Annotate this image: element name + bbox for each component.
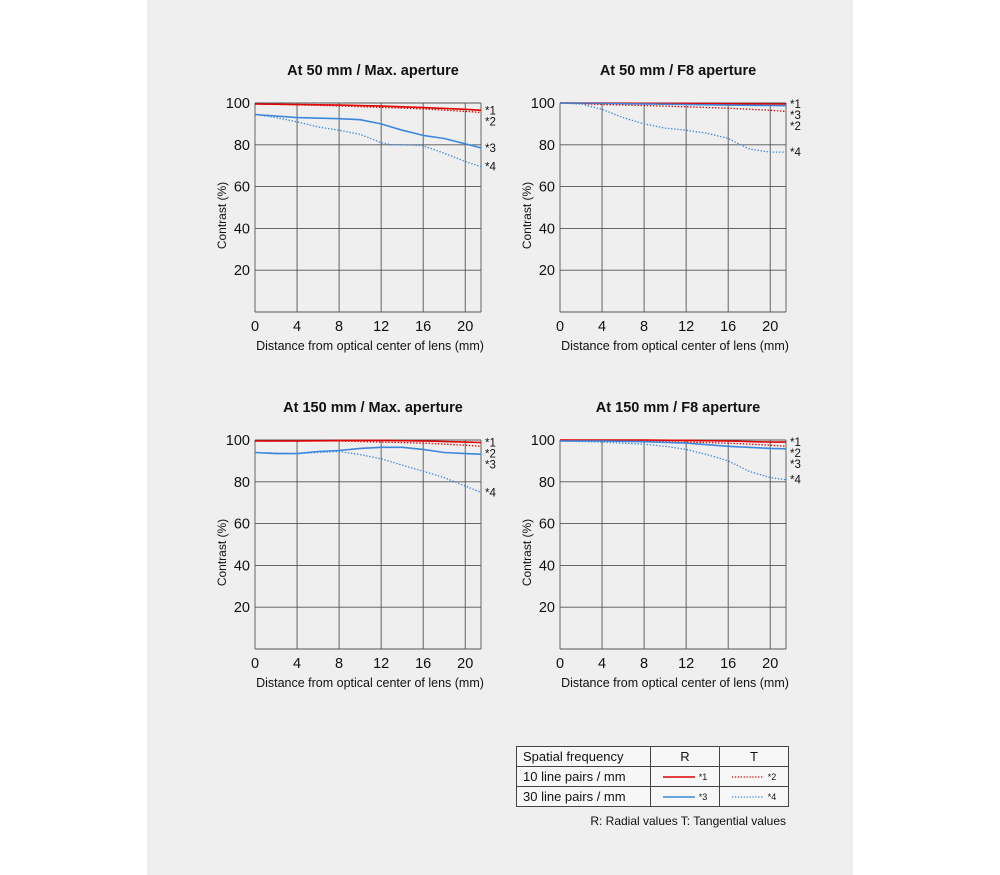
x-tick-label: 16 [720,656,737,672]
legend-header-label: Spatial frequency [517,747,651,767]
legend-marker: *4 [767,791,777,802]
legend-marker: *2 [767,771,777,782]
x-tick-label: 16 [415,656,432,672]
y-tick-label: 100 [530,433,555,449]
y-tick-label: 80 [233,474,250,491]
series-end-label: *4 [790,474,801,487]
legend-row-label: 10 line pairs / mm [517,767,651,787]
x-tick-label: 16 [720,319,737,335]
x-axis-label: Distance from optical center of lens (mm) [561,339,789,353]
x-tick-label: 12 [678,656,695,672]
mtf-chart-1 [205,55,525,365]
y-tick-label: 40 [538,558,555,575]
y-tick-label: 60 [538,179,555,196]
series-line-star1 [255,104,481,110]
y-tick-label: 80 [233,137,250,154]
series-end-label: *1 [790,437,801,450]
y-axis-label: Contrast (%) [520,181,534,250]
series-end-label: *3 [485,459,496,472]
x-tick-label: 16 [415,319,432,335]
y-tick-label: 80 [538,137,555,154]
x-tick-label: 12 [678,319,695,335]
mtf-chart-2 [510,55,830,365]
series-end-label: *4 [485,161,496,174]
legend-line-dotted-red [732,774,764,780]
y-tick-label: 40 [233,558,250,575]
y-axis-label: Contrast (%) [215,181,229,250]
chart-title: At 50 mm / F8 aperture [599,63,757,79]
mtf-chart-4 [510,392,830,702]
legend-t-swatch [720,767,789,787]
x-tick-label: 12 [373,319,390,335]
series-line-star3 [255,447,481,454]
x-tick-label: 4 [598,656,607,672]
series-line-star3 [255,115,481,148]
x-tick-label: 8 [335,656,344,672]
series-end-label: *2 [485,116,496,129]
series-end-label: *2 [790,448,801,461]
legend-r-swatch [651,787,720,807]
series-end-label: *1 [485,105,496,118]
x-tick-label: 8 [640,656,649,672]
series-end-label: *1 [485,437,496,450]
y-tick-label: 20 [233,600,250,617]
legend-t-swatch [720,787,789,807]
x-tick-label: 4 [293,319,302,335]
y-tick-label: 20 [538,263,555,280]
legend-row-10lp [517,767,789,787]
x-tick-label: 8 [335,319,344,335]
x-tick-label: 4 [293,656,302,672]
y-tick-label: 60 [538,516,555,533]
legend-marker: *1 [698,771,708,782]
x-axis-label: Distance from optical center of lens (mm) [256,339,484,353]
series-line-star4 [255,452,481,493]
y-axis-label: Contrast (%) [215,518,229,587]
series-line-star4 [255,115,481,167]
x-axis-label: Distance from optical center of lens (mm) [561,676,789,690]
series-end-label: *3 [485,142,496,155]
y-tick-label: 40 [233,221,250,238]
legend-row-30lp [517,787,789,807]
series-end-label: *4 [485,487,496,500]
legend-line-solid-blue [663,794,695,800]
series-end-label: *3 [790,459,801,472]
y-tick-label: 60 [233,179,250,196]
chart-title: At 50 mm / Max. aperture [287,63,459,79]
legend-table [516,746,789,807]
x-tick-label: 4 [598,319,607,335]
x-tick-label: 20 [457,319,474,335]
x-tick-label: 20 [762,656,779,672]
x-tick-label: 0 [250,656,260,672]
legend-marker: *3 [698,791,708,802]
y-tick-label: 100 [225,433,250,449]
y-tick-label: 100 [225,96,250,112]
y-tick-label: 40 [538,221,555,238]
mtf-chart-3 [205,392,525,702]
series-end-label: *3 [790,110,801,123]
x-tick-label: 8 [640,319,649,335]
series-end-label: *1 [790,99,801,112]
y-tick-label: 100 [530,96,555,112]
legend-r-swatch [651,767,720,787]
x-tick-label: 0 [250,319,260,335]
series-end-label: *2 [485,448,496,461]
x-tick-label: 20 [457,656,474,672]
x-tick-label: 12 [373,656,390,672]
series-end-label: *4 [790,147,801,160]
series-line-star1 [255,440,481,442]
x-tick-label: 20 [762,319,779,335]
legend-line-dotted-blue [732,794,764,800]
chart-title: At 150 mm / Max. aperture [283,400,463,416]
legend-row-label: 30 line pairs / mm [517,787,651,807]
series-end-label: *2 [790,121,801,134]
chart-title: At 150 mm / F8 aperture [595,400,761,416]
x-tick-label: 0 [555,656,565,672]
legend-line-solid-red [663,774,695,780]
y-tick-label: 80 [538,474,555,491]
legend-header-t: T [720,747,789,767]
y-tick-label: 20 [233,263,250,280]
y-axis-label: Contrast (%) [520,518,534,587]
x-axis-label: Distance from optical center of lens (mm) [256,676,484,690]
legend-header-r: R [651,747,720,767]
legend-header-row [517,747,789,767]
y-tick-label: 20 [538,600,555,617]
legend-note: R: Radial values T: Tangential values [590,814,786,828]
x-tick-label: 0 [555,319,565,335]
y-tick-label: 60 [233,516,250,533]
